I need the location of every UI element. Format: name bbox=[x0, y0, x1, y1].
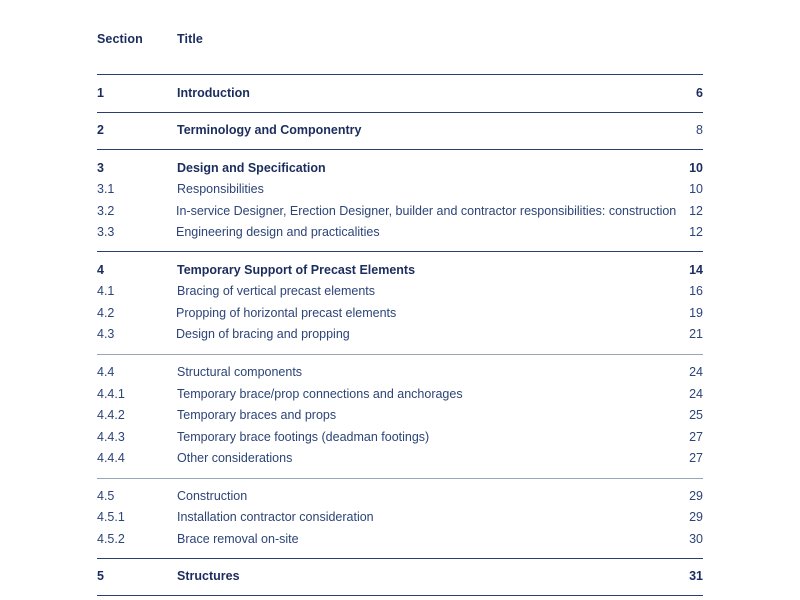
section-number: 3.1 bbox=[97, 182, 115, 196]
section-number: 4.5.2 bbox=[97, 532, 125, 546]
page-number: 8 bbox=[696, 123, 703, 137]
toc-entry-4-3[interactable] bbox=[97, 326, 703, 342]
section-number: 5 bbox=[97, 569, 104, 583]
toc-entry-3-2[interactable] bbox=[97, 203, 703, 219]
subsection-divider bbox=[97, 478, 703, 479]
toc-entry-4-4[interactable] bbox=[97, 364, 703, 380]
section-number: 4.4.1 bbox=[97, 387, 125, 401]
page-number: 24 bbox=[689, 387, 703, 401]
section-title: Brace removal on-site bbox=[177, 532, 299, 546]
section-title: Engineering design and practicalities bbox=[176, 225, 380, 239]
toc-entry-4-1[interactable] bbox=[97, 283, 703, 299]
toc-entry-4-2[interactable] bbox=[97, 305, 703, 321]
page-number: 27 bbox=[689, 451, 703, 465]
toc-entry-3-1[interactable] bbox=[97, 181, 703, 197]
section-title: Structures bbox=[177, 569, 240, 583]
page-number: 29 bbox=[689, 510, 703, 524]
toc-entry-2[interactable] bbox=[97, 122, 703, 138]
section-title: Design of bracing and propping bbox=[176, 327, 350, 341]
section-number: 3.2 bbox=[97, 204, 115, 218]
toc-entry-3-3[interactable] bbox=[97, 224, 703, 240]
page-number: 27 bbox=[689, 430, 703, 444]
toc-entry-4-5-1[interactable] bbox=[97, 509, 703, 525]
page-number: 21 bbox=[689, 327, 703, 341]
section-title: Introduction bbox=[177, 86, 250, 100]
section-divider bbox=[97, 558, 703, 559]
page-number: 12 bbox=[689, 225, 703, 239]
toc-entry-4[interactable] bbox=[97, 262, 703, 278]
section-number: 3.3 bbox=[97, 225, 115, 239]
page-number: 25 bbox=[689, 408, 703, 422]
section-title: Temporary braces and props bbox=[177, 408, 337, 422]
section-number: 4.4.3 bbox=[97, 430, 125, 444]
page-number: 6 bbox=[696, 86, 703, 100]
section-number: 4.4.2 bbox=[97, 408, 125, 422]
page-number: 10 bbox=[689, 161, 703, 175]
section-number: 4.1 bbox=[97, 284, 115, 298]
page-number: 14 bbox=[689, 263, 703, 277]
section-number: 4.5 bbox=[97, 489, 115, 503]
section-title: Structural components bbox=[177, 365, 303, 379]
page-number: 19 bbox=[689, 306, 703, 320]
page-number: 29 bbox=[689, 489, 703, 503]
section-title: Temporary Support of Precast Elements bbox=[177, 263, 416, 277]
section-number: 1 bbox=[97, 86, 104, 100]
bottom-divider bbox=[97, 595, 703, 596]
toc-entry-4-4-1[interactable] bbox=[97, 386, 703, 402]
section-number: 4.4.4 bbox=[97, 451, 125, 465]
section-title: Terminology and Componentry bbox=[177, 123, 362, 137]
section-number: 3 bbox=[97, 161, 104, 175]
page-number: 24 bbox=[689, 365, 703, 379]
section-title: Bracing of vertical precast elements bbox=[177, 284, 376, 298]
section-title: Temporary brace footings (deadman footings) bbox=[177, 430, 430, 444]
subsection-divider bbox=[97, 354, 703, 355]
toc-entry-4-5[interactable] bbox=[97, 488, 703, 504]
toc-entry-4-4-3[interactable] bbox=[97, 429, 703, 445]
title-column-header: Title bbox=[177, 32, 203, 46]
section-divider bbox=[97, 149, 703, 150]
page-number: 16 bbox=[689, 284, 703, 298]
section-title: Propping of horizontal precast elements bbox=[176, 306, 397, 320]
section-title: Design and Specification bbox=[177, 161, 326, 175]
toc-entry-4-4-2[interactable] bbox=[97, 407, 703, 423]
section-title: Responsibilities bbox=[177, 182, 264, 196]
page-number: 10 bbox=[689, 182, 703, 196]
section-title: In-service Designer, Erection Designer, builder and contractor responsibilities: construction bbox=[176, 204, 677, 218]
toc-entry-4-4-4[interactable] bbox=[97, 450, 703, 466]
section-number: 4.3 bbox=[97, 327, 115, 341]
section-column-header: Section bbox=[97, 32, 143, 46]
section-number: 4.4 bbox=[97, 365, 115, 379]
section-number: 2 bbox=[97, 123, 104, 137]
section-title: Temporary brace/prop connections and anchorages bbox=[177, 387, 463, 401]
toc-entry-4-5-2[interactable] bbox=[97, 531, 703, 547]
toc-entry-5[interactable] bbox=[97, 568, 703, 584]
toc-entry-1[interactable] bbox=[97, 85, 703, 101]
section-divider bbox=[97, 251, 703, 252]
section-number: 4.5.1 bbox=[97, 510, 125, 524]
section-divider bbox=[97, 112, 703, 113]
page-number: 31 bbox=[689, 569, 703, 583]
section-title: Construction bbox=[177, 489, 248, 503]
toc-entry-3[interactable] bbox=[97, 160, 703, 176]
page-number: 12 bbox=[689, 204, 703, 218]
header-divider bbox=[97, 74, 703, 75]
page-number: 30 bbox=[689, 532, 703, 546]
section-number: 4.2 bbox=[97, 306, 115, 320]
section-title: Other considerations bbox=[177, 451, 293, 465]
section-title: Installation contractor consideration bbox=[177, 510, 374, 524]
section-number: 4 bbox=[97, 263, 104, 277]
